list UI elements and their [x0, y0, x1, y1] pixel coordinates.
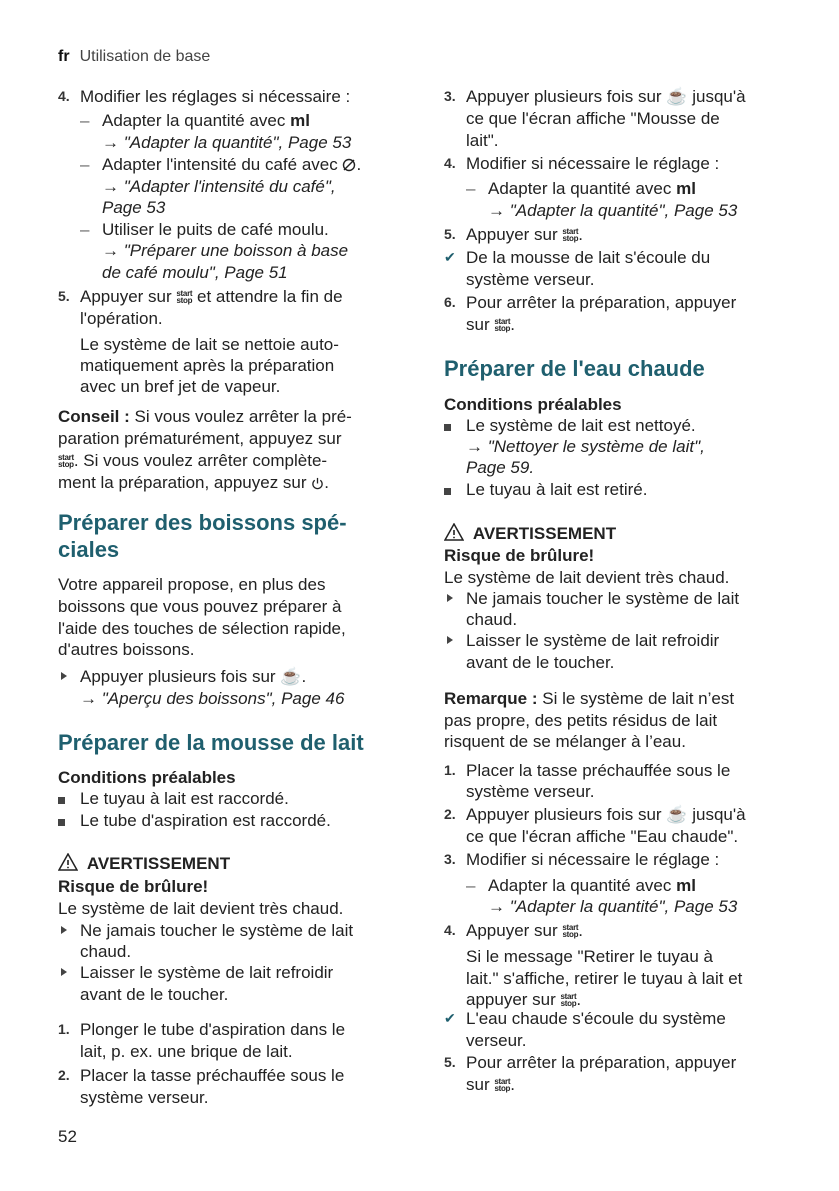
note-line: pas propre, des petits résidus de lait	[444, 711, 718, 730]
start-stop-icon: start stop	[562, 923, 579, 939]
dash-text: Utiliser le puits de café moulu.	[102, 220, 329, 239]
tip-line: ment la préparation, appuyez sur	[58, 473, 307, 492]
reference-page: Page 53	[102, 198, 166, 217]
result-line: système verseur.	[466, 270, 595, 289]
step-text-cont: lait, p. ex. une brique de lait.	[80, 1042, 293, 1061]
heading-special-drinks: Préparer des boissons spé- ciales	[58, 510, 347, 562]
strength-icon	[342, 155, 356, 174]
warning-line: avant de le toucher.	[466, 653, 615, 672]
start-stop-icon: start stop	[562, 227, 579, 243]
tip-label: Conseil :	[58, 407, 130, 426]
reference-text: "Adapter l'intensité du café",	[123, 177, 336, 196]
start-stop-icon: start stop	[176, 289, 193, 305]
cup-icon: ☕	[666, 87, 688, 106]
step-number: 5.	[58, 288, 70, 304]
power-icon	[311, 473, 324, 492]
paragraph-line: l'aide des touches de sélection rapide,	[58, 619, 346, 638]
paragraph-line: lait." s'affiche, retirer le tuyau à lait et	[466, 969, 743, 988]
action-text: Appuyer plusieurs fois sur	[80, 667, 276, 686]
warning-icon	[58, 854, 78, 873]
note-paragraph: Remarque : Si le système de lait n’est	[444, 689, 735, 708]
page-number: 52	[58, 1127, 77, 1146]
checkmark-icon: ✔	[444, 1010, 456, 1026]
warning-line: chaud.	[466, 610, 518, 629]
dash-text: Adapter l'intensité du café avec	[102, 155, 338, 174]
warning-line: avant de le toucher.	[80, 985, 229, 1004]
condition-text: Le tube d'aspiration est raccordé.	[80, 811, 331, 830]
reference-text: "Adapter la quantité", Page 53	[123, 133, 352, 152]
ml-icon: ml	[676, 876, 696, 895]
step-text-cont: lait".	[466, 131, 499, 150]
risk-text: Le système de lait devient très chaud.	[58, 899, 344, 918]
cup-icon: ☕	[280, 667, 302, 686]
reference-text: "Aperçu des boissons", Page 46	[101, 689, 345, 708]
reference-page: de café moulu", Page 51	[102, 263, 288, 282]
paragraph-line: d'autres boissons.	[58, 640, 195, 659]
paragraph-line: matiquement après la préparation	[80, 356, 335, 375]
tip-line: paration prématurément, appuyez sur	[58, 429, 342, 448]
warning-title: AVERTISSEMENT	[444, 523, 794, 545]
step-text-cont: système verseur.	[80, 1088, 209, 1107]
reference-text: "Préparer une boisson à base	[123, 241, 349, 260]
condition-text: Le tuyau à lait est raccordé.	[80, 789, 289, 808]
risk-title: Risque de brûlure!	[58, 877, 209, 896]
warning-title: AVERTISSEMENT	[58, 853, 403, 875]
triangle-bullet-icon	[61, 672, 67, 680]
paragraph-line: Votre appareil propose, en plus des	[58, 575, 326, 594]
paragraph-line: avec un bref jet de vapeur.	[80, 377, 281, 396]
cup-icon: ☕	[666, 805, 688, 824]
warning-line: chaud.	[80, 942, 132, 961]
step-text-cont: ce que l'écran affiche "Mousse de	[466, 109, 720, 128]
tip-paragraph	[58, 406, 403, 428]
risk-text: Le système de lait devient très chaud.	[444, 568, 730, 587]
step-text-cont: et attendre la fin de	[196, 287, 343, 306]
tip-line: Si vous voulez arrêter complète-	[83, 451, 328, 470]
step-number: 4.	[58, 88, 70, 104]
start-stop-icon: start stop	[494, 317, 511, 333]
ml-icon: ml	[290, 111, 310, 130]
start-stop-icon: start stop	[560, 992, 577, 1008]
warning-icon	[444, 524, 464, 543]
running-header	[58, 46, 210, 68]
dash-marker: –	[80, 111, 90, 130]
paragraph-line: Le système de lait se nettoie auto-	[80, 335, 339, 354]
dash-text: Adapter la quantité avec	[102, 111, 286, 130]
conditions-heading: Conditions préalables	[444, 395, 622, 414]
step-text-cont: ce que l'écran affiche "Eau chaude".	[466, 827, 739, 846]
note-line: risquent de se mélanger à l’eau.	[444, 732, 686, 751]
step-text-cont: l'opération.	[80, 309, 163, 328]
ml-icon: ml	[676, 179, 696, 198]
heading-hot-water: Préparer de l'eau chaude	[444, 356, 705, 381]
arrow-icon: →	[102, 133, 119, 152]
step-text: Appuyer sur	[80, 287, 172, 306]
paragraph-line: Si le message "Retirer le tuyau à	[466, 947, 713, 966]
checkmark-icon: ✔	[444, 249, 456, 265]
step-text-cont: système verseur.	[466, 782, 595, 801]
step-text: Modifier les réglages si nécessaire :	[80, 87, 351, 106]
result-line: verseur.	[466, 1031, 527, 1050]
paragraph-line: boissons que vous pouvez préparer à	[58, 597, 342, 616]
start-stop-icon: start stop	[58, 453, 74, 469]
heading-milk-foam: Préparer de la mousse de lait	[58, 730, 364, 755]
tip-line: Si vous voulez arrêter la pré-	[134, 407, 352, 426]
section-title: Utilisation de base	[79, 48, 211, 65]
language-code: fr	[58, 48, 70, 65]
conditions-heading: Conditions préalables	[58, 768, 236, 787]
risk-title: Risque de brûlure!	[444, 546, 595, 565]
start-stop-icon: start stop	[494, 1077, 511, 1093]
